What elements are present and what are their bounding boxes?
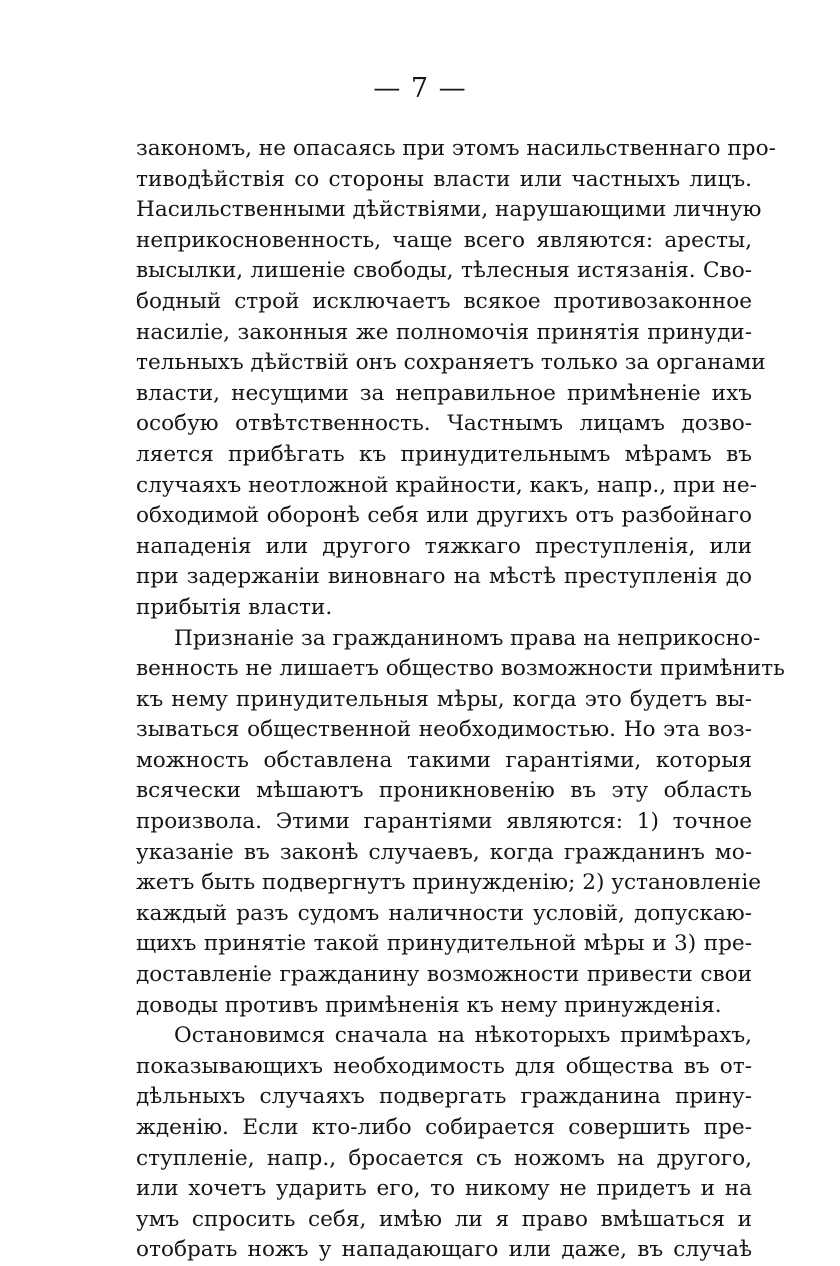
text-line: высылки, лишеніе свободы, тѣлесныя истязанія. Сво- xyxy=(136,258,752,284)
text-line: прибытія власти. xyxy=(136,594,333,620)
text-line: Остановимся сначала на нѣкоторыхъ примѣрахъ, xyxy=(174,1023,752,1049)
text-line: тельныхъ дѣйствій онъ сохраняетъ только за органами xyxy=(136,350,766,376)
text-line: при задержаніи виновнаго на мѣстѣ преступленія до xyxy=(136,564,752,590)
text-line: тиводѣйствія со стороны власти или частныхъ лицъ. xyxy=(136,166,752,192)
text-line: венность не лишаетъ общество возможности примѣнить xyxy=(136,656,785,682)
text-line: показывающихъ необходимость для общества въ от- xyxy=(136,1053,752,1079)
text-line: насиліе, законныя же полномочія принятія принуди- xyxy=(136,319,752,345)
text-line: произвола. Этими гарантіями являются: 1) точное xyxy=(136,809,752,835)
text-line: случаяхъ неотложной крайности, какъ, напр., при не- xyxy=(136,472,757,498)
text-line: неприкосновенность, чаще всего являются: аресты, xyxy=(136,227,752,253)
text-line: щихъ принятіе такой принудительной мѣры и 3) пре- xyxy=(136,931,752,957)
text-line: ступленіе, напр., бросается съ ножомъ на другого, xyxy=(136,1145,752,1171)
text-line: бодный строй исключаетъ всякое противозаконное xyxy=(136,288,752,314)
text-line: доставленіе гражданину возможности привести свои xyxy=(136,962,752,988)
text-line: зываться общественной необходимостью. Но эта воз- xyxy=(136,717,752,743)
text-line: жденію. Если кто-либо собирается совершить пре- xyxy=(136,1115,752,1140)
page-number: — 7 — xyxy=(373,73,467,104)
text-line: Признаніе за гражданиномъ права на неприкосно- xyxy=(174,625,761,651)
text-line: доводы противъ примѣненія къ нему принужденія. xyxy=(136,992,722,1018)
text-line: къ нему принудительныя мѣры, когда это будетъ вы- xyxy=(136,686,752,712)
text-line: власти, несущими за неправильное примѣненіе ихъ xyxy=(136,380,752,406)
body-text xyxy=(136,134,785,1266)
text-line: Насильственными дѣйствіями, нарушающими личную xyxy=(136,197,762,223)
text-line: нападенія или другого тяжкаго преступленія, или xyxy=(136,533,752,559)
text-line: каждый разъ судомъ наличности условій, допускаю- xyxy=(136,900,752,926)
text-line: можность обставлена такими гарантіями, которыя xyxy=(136,747,752,773)
text-line: всячески мѣшаютъ проникновенію въ эту область xyxy=(136,778,752,804)
text-line: закономъ, не опасаясь при этомъ насильственнаго про- xyxy=(136,136,776,161)
text-line: особую отвѣтственность. Частнымъ лицамъ дозво- xyxy=(136,411,752,437)
text-line: или хочетъ ударить его, то никому не придетъ и на xyxy=(136,1176,752,1202)
text-line: ляется прибѣгать къ принудительнымъ мѣрамъ въ xyxy=(136,441,752,467)
text-line: обходимой оборонѣ себя или другихъ отъ разбойнаго xyxy=(136,503,752,529)
text-line: дѣльныхъ случаяхъ подвергать гражданина прину- xyxy=(136,1084,752,1110)
text-line: отобрать ножъ у нападающаго или даже, въ случаѣ xyxy=(136,1237,752,1263)
text-line: указаніе въ законѣ случаевъ, когда гражданинъ мо- xyxy=(136,839,752,865)
text-line: жетъ быть подвергнутъ принужденію; 2) установленіе xyxy=(136,870,762,896)
text-line: умъ спросить себя, имѣю ли я право вмѣшаться и xyxy=(136,1206,752,1232)
